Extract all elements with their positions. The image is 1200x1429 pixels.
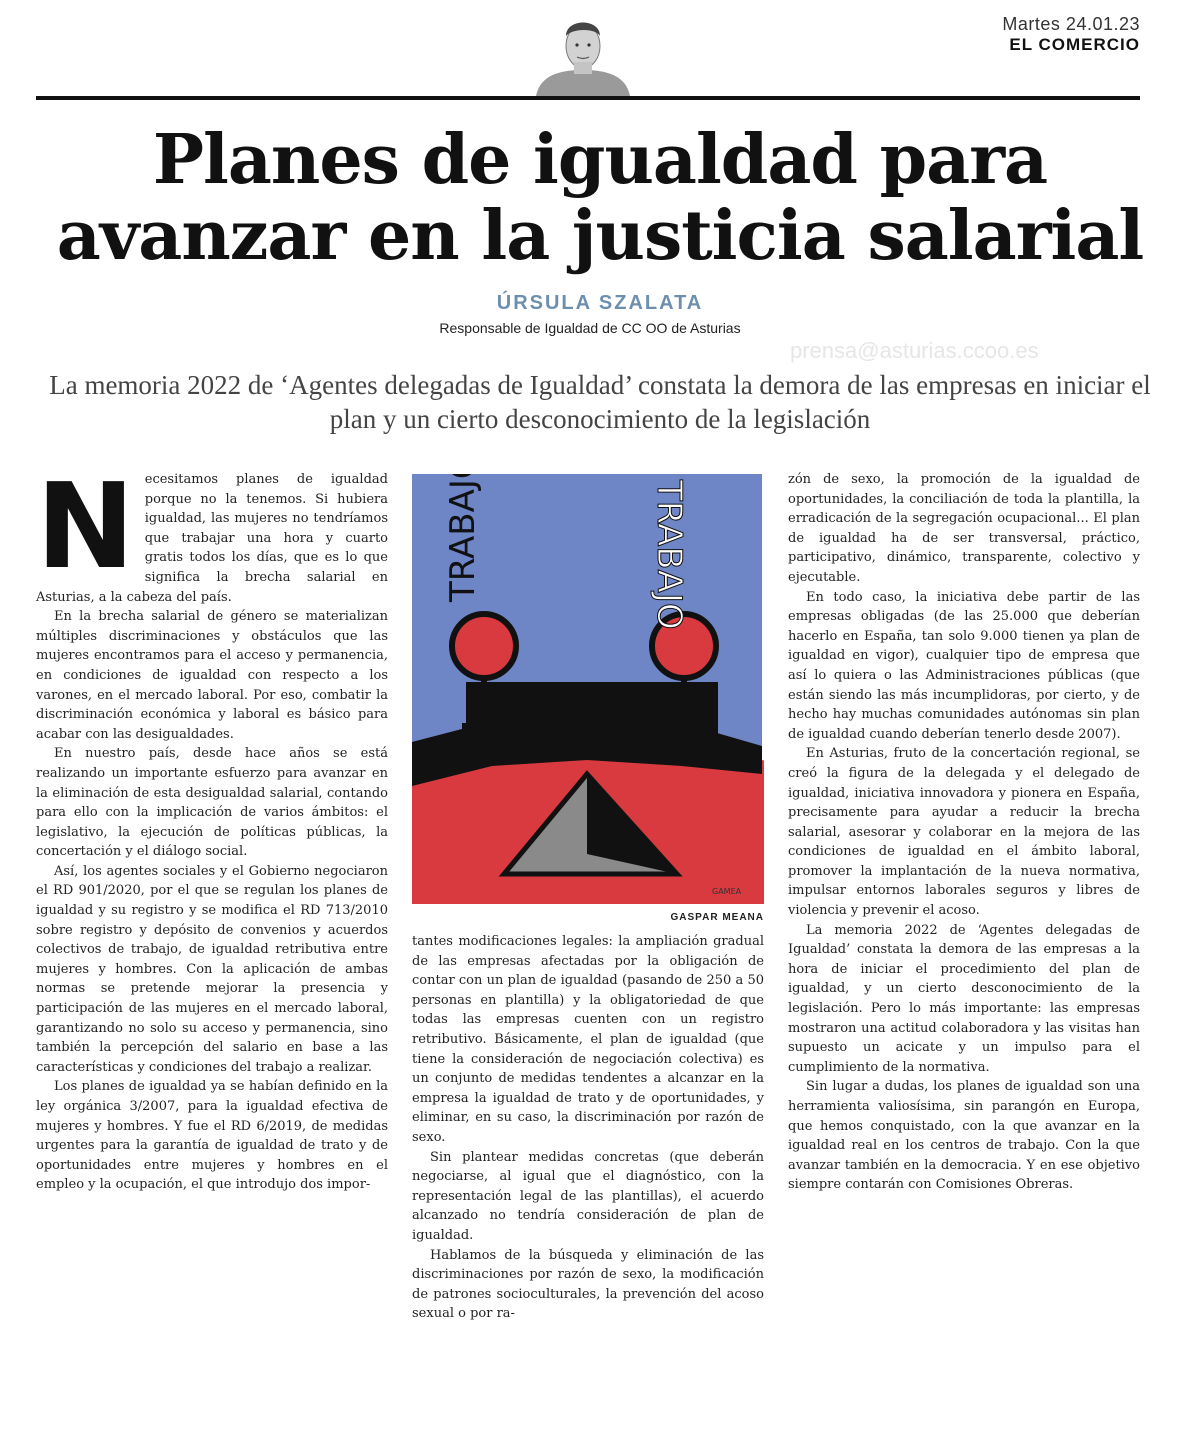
author-role: Responsable de Igualdad de CC OO de Asturias	[439, 320, 741, 336]
illustration	[412, 474, 764, 923]
word-right: TRABAJO	[649, 480, 689, 630]
paragraph: zón de sexo, la promoción de la igualdad de oportunidades, la conciliación de toda la plantilla, la erradicación de la segregación ocupacional... El plan de igualdad ha de ser transversal, práctico, participativo, dinámico, transparente, colectivo y ejecutable.	[788, 472, 1140, 585]
article-column-3	[788, 470, 1140, 1195]
headline-line-2: avanzar en la justicia salarial	[56, 196, 1144, 276]
artist-signature: GAMEA	[712, 887, 742, 896]
female-symbol	[452, 614, 516, 678]
article-column-1	[36, 457, 388, 1195]
headline	[20, 122, 1180, 274]
headline-line-1: Planes de igualdad para	[152, 120, 1048, 200]
masthead	[36, 0, 1140, 100]
watermark-email: prensa@asturias.ccoo.es	[790, 338, 1039, 363]
paragraph: Sin plantear medidas concretas (que deberán negociarse, al igual que el diagnóstico, con la representación legal de las plantillas), el acuerdo alcanzado no tendría consideración de plan de igualdad.	[412, 1149, 764, 1243]
paragraph: En todo caso, la iniciativa debe partir de las empresas obligadas (de las 25.000 que deberían hacerlo en España, tan solo 9.000 tienen ya plan de igualdad en vigor), cualquier tipo de empresa que así lo quiera o las Administraciones públicas (que están siendo las más incumplidoras, por cierto, y de hecho hay muchas comunidades autónomas sin plan de igualdad cuando deberían tenerlo desde 2007).	[788, 589, 1140, 742]
cartoon-artwork	[412, 474, 764, 904]
paragraph: La memoria 2022 de ‘Agentes delegadas de Igualdad’ constata la demora de las empresas a la hora de iniciar el procedimiento del plan de igualdad, y un cierto desconocimiento de la legislación. Pero lo más importante: las empresas mostraron una actitud colaboradora y las visitas han supuesto un acicate y un impulso para el cumplimiento de la normativa.	[788, 922, 1140, 1075]
paragraph: Los planes de igualdad ya se habían definido en la ley orgánica 3/2007, para la igualdad efectiva de mujeres y hombres. Y fue el RD 6/2019, de medidas urgentes para la garantía de igualdad de trato y de oportunidades entre mujeres y hombres en el empleo y la ocupación, el que introdujo dos impor-	[36, 1079, 388, 1193]
paragraph: tantes modificaciones legales: la ampliación gradual de las empresas afectadas por la obligación de contar con un plan de igualdad (pasando de 250 a 50 personas en plantilla) y la obligatoriedad de que todas las empresas cuenten con un registro retributivo. Básicamente, el plan de igualdad (que tiene la consideración de negociación colectiva) es un conjunto de medidas tendentes a alcanzar en la empresa la igualdad de trato y de oportunidades, y eliminar, en su caso, la discriminación por razón de sexo.	[412, 934, 764, 1145]
header-rule	[36, 96, 1140, 100]
article-dek: La memoria 2022 de ‘Agentes delegadas de Igualdad’ constata la demora de las empresas en iniciar el plan y un cierto desconocimiento de la legislación	[49, 370, 1151, 434]
illustration-credit: GASPAR MEANA	[670, 912, 764, 923]
article-column-2	[412, 932, 764, 1324]
paragraph: En nuestro país, desde hace años se está realizando un importante esfuerzo para avanzar en la eliminación de esta desigualdad salarial, contando para ello con la implicación de varios ámbitos: el legislativo, la ejecución de políticas públicas, la concertación y el diálogo social.	[36, 746, 388, 860]
paragraph: En Asturias, fruto de la concertación regional, se creó la figura de la delegada y el delegado de igualdad, iniciativa innovadora y pionera en España, precisamente para ayudar a reducir la brecha salarial, asesorar y colaborar en la mejora de las condiciones de igualdad en el ámbito laboral, promover la implantación de la nueva normativa, impulsar entornos laborales seguros y libres de violencia y prevenir el acoso.	[788, 746, 1140, 919]
paragraph: Sin lugar a dudas, los planes de igualdad son una herramienta valiosísima, sin parangón en Europa, que hemos conquistado, con la que avanzar en la igualdad real en los centros de trabajo. Con la que avanzar también en la democracia. Y en ese objetivo siempre contarán con Comisiones Obreras.	[788, 1079, 1140, 1193]
paragraph: Necesitamos planes de igualdad porque no la tenemos. Si hubiera igualdad, las mujeres no tendríamos que trabajar una hora y cuarto gratis todos los días, que es lo que significa la brecha salarial en Asturias, a la cabeza del país.	[36, 457, 388, 605]
dropcap: N	[36, 457, 135, 595]
word-left: TRABAJO	[443, 474, 483, 602]
paragraph: Así, los agentes sociales y el Gobierno negociaron el RD 901/2020, por el que se regulan los planes de igualdad y su registro y se modifica el RD 713/2010 sobre registro y depósito de convenios y acuerdos colectivos de trabajo, de igualdad retributiva entre mujeres y hombres. Con la aplicación de ambas normas se pretende mejorar la presencia y participación de las mujeres en el mercado laboral, garantizando no solo su acceso y permanencia, sino también la percepción del salario en base a las características y condiciones del trabajo a realizar.	[36, 863, 388, 1075]
newspaper-name: EL COMERCIO	[1009, 35, 1140, 54]
author-portrait	[530, 12, 636, 96]
issue-date: Martes 24.01.23	[1002, 14, 1140, 34]
paragraph: En la brecha salarial de género se materializan múltiples discriminaciones y obstáculos que las mujeres encontramos para el acceso y permanencia, en condiciones de igualdad con respecto a los varones, en el mercado laboral. Por eso, combatir la discriminación económica y laboral es básico para acabar con las desigualdades.	[36, 609, 388, 742]
paragraph: Hablamos de la búsqueda y eliminación de las discriminaciones por razón de sexo, la modificación de patrones socioculturales, la prevención del acoso sexual o por ra-	[412, 1247, 764, 1322]
author-name: ÚRSULA SZALATA	[496, 292, 704, 314]
